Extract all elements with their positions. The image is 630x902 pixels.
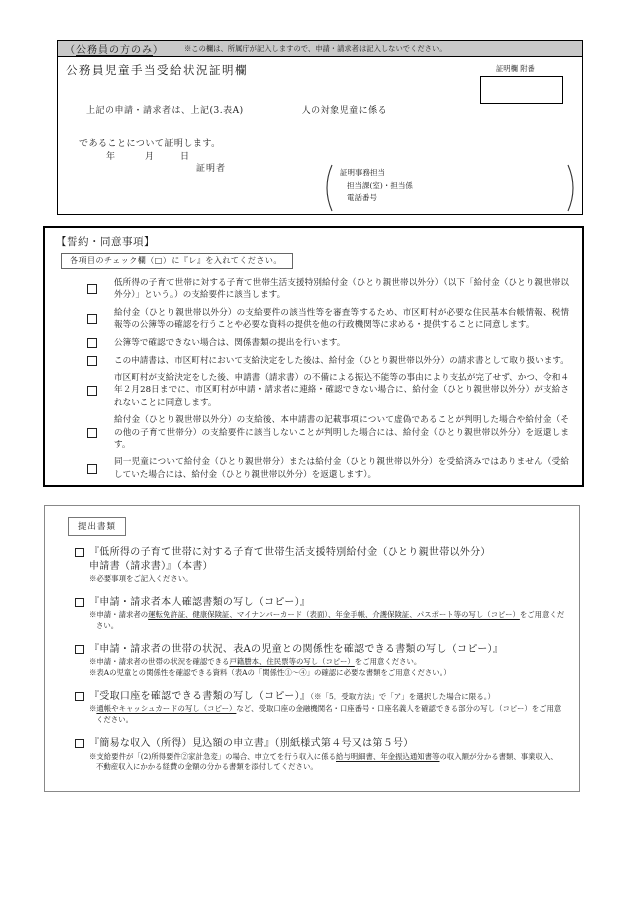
stamp-number-field[interactable]: [480, 76, 563, 104]
document-title-line2: 申請書（請求書）』（本書）: [89, 560, 213, 572]
checkbox[interactable]: [87, 464, 97, 474]
certification-title: 公務員児童手当受給状況証明欄: [66, 63, 248, 77]
document-item: [67, 737, 565, 773]
pledge-item: [55, 456, 572, 480]
certification-box: [57, 56, 583, 215]
document-notes: ※申請・請求者の世帯の状況を確認できる戸籍謄本、住民票等の写し（コピー）をご用意ください。 ※表Aの児童との関係性を確認できる資料（表Aの「関係性①～④」の確認に必要な書類をご用意ください。）: [89, 657, 451, 678]
pledge-item: [55, 372, 572, 409]
checkbox[interactable]: [87, 338, 97, 348]
contact-info-group: [320, 164, 580, 212]
document-notes: ※必要事項をご記入ください。: [89, 574, 193, 583]
checkbox[interactable]: [87, 356, 97, 366]
pledge-instruction: 各項目のチェック欄（□）に『レ』を入れてください。: [61, 253, 293, 269]
documents-section-label: 提出書類: [68, 517, 126, 536]
cert-date-line[interactable]: 年 月 日: [106, 152, 190, 162]
cert-statement-line2: であることについて証明します。: [79, 139, 221, 149]
pledge-item: [55, 337, 572, 349]
document-title: 『申請・請求者本人確認書類の写し（コピー）』: [89, 596, 311, 608]
document-item: [67, 690, 565, 726]
pledge-item: [55, 277, 572, 301]
official-header-bar: [57, 40, 583, 57]
officials-only-note: ※この欄は、所属庁が記入しますので、申請・請求者は記入しないでください。: [184, 43, 447, 53]
document-item: [67, 546, 565, 585]
pledge-item-text: 給付金（ひとり親世帯以外分）の支給要件の該当性等を審査等するため、市区町村が必要な住民基本台帳情報、税情報等の公簿等の確認を行うことや必要な資料の提供を他の行政機関等に求める・提供することに同意します。: [114, 307, 569, 331]
contact-line-section: 担当課(室)・担当係: [347, 180, 413, 190]
document-notes: ※申請・請求者の運転免許証、健康保険証、マイナンバーカード（表面）、年金手帳、介護保険証、パスポート等の写し（コピー）をご用意ください。: [89, 610, 565, 631]
document-item: [67, 643, 565, 679]
pledge-item-text: 給付金（ひとり親世帯以外分）の支給後、本申請書の記載事項について虚偽であることが判明した場合や給付金（その他の子育て世帯分）の支給要件に該当しないことが判明した場合には、給付金（ひとり親世帯以外分）を返還します。: [114, 415, 569, 450]
pledge-item-text: 低所得の子育て世帯に対する子育て世帯生活支援特別給付金（ひとり親世帯以外分）（以下「給付金（ひとり親世帯以外分）」という。）の支給要件に該当します。: [114, 278, 569, 301]
checkbox[interactable]: [75, 692, 84, 701]
bracket-left: [320, 164, 334, 212]
stamp-number-label: 証明欄 附番: [496, 64, 535, 73]
checkbox[interactable]: [75, 739, 84, 748]
checkbox[interactable]: [87, 284, 97, 294]
document-title: 『簡易な収入（所得）見込額の申立書』（別紙様式第４号又は第５号）: [89, 738, 414, 750]
pledge-item: [55, 355, 572, 367]
contact-line-phone: 電話番号: [347, 193, 377, 202]
pledge-section: [43, 226, 584, 487]
document-notes: ※支給要件が「(2)所得要件②家計急変」の場合、申立てを行う収入に係る給与明細書、年金振込通知書等の収入額が分かる書類、事業収入、不動産収入にかかる経費の金額の分かる書類を添付してください。: [89, 751, 558, 772]
document-item: [67, 596, 565, 632]
document-title: 『申請・請求者の世帯の状況、表Aの児童との関係性を確認できる書類の写し（コピー）』: [89, 643, 504, 655]
pledge-item-text: 公簿等で確認できない場合は、関係書類の提出を行います。: [114, 337, 346, 348]
pledge-item: [55, 414, 572, 451]
pledge-section-title: 【誓約・同意事項】: [56, 236, 155, 248]
checkbox[interactable]: [87, 314, 97, 324]
contact-line-office: 証明事務担当: [340, 168, 385, 177]
checkbox[interactable]: [75, 598, 84, 607]
pledge-item-text: 市区町村が支給決定をした後、申請書（請求書）の不備による振込不能等の事由により支払が完了せず、かつ、令和４年２月28日までに、市区町村が申請・請求者に連絡・確認できない場合に、給付金（ひとり親世帯以外分）が支給されないことに同意します。: [114, 373, 570, 408]
document-title: 『受取口座を確認できる書類の写し（コピー）』（※「5．受取方法」で「ア」を選択した場合に限る。）: [89, 690, 495, 702]
checkbox[interactable]: [87, 386, 97, 396]
checkbox[interactable]: [87, 428, 97, 438]
documents-section: [44, 505, 580, 792]
pledge-item: [55, 307, 572, 331]
cert-statement-line1: 上記の申請・請求者は、上記(3.表A) 人の対象児童に係る: [86, 106, 388, 116]
checkbox[interactable]: [75, 548, 84, 557]
certifier-label: 証明者: [196, 164, 227, 174]
pledge-item-text: この申請書は、市区町村において支給決定をした後は、給付金（ひとり親世帯以外分）の請求書として取り扱います。: [114, 355, 569, 366]
officials-only-label: （公務員の方のみ）: [65, 45, 164, 56]
pledge-item-text: 同一児童について給付金（ひとり親世帯分）または給付金（ひとり親世帯以外分）を受給済みではありません（受給していた場合には、給付金（ひとり親世帯以外分）を返還します）。: [114, 457, 569, 480]
checkbox[interactable]: [75, 645, 84, 654]
bracket-right: [566, 164, 580, 212]
document-notes: ※通帳やキャッシュカードの写し（コピー）など、受取口座の金融機関名・口座番号・口座名義人を確認できる部分の写し（コピー）をご用意ください。: [89, 704, 562, 725]
document-title: 『低所得の子育て世帯に対する子育て世帯生活支援特別給付金（ひとり親世帯以外分） 申請書（請求書）』（本書）: [89, 547, 491, 572]
